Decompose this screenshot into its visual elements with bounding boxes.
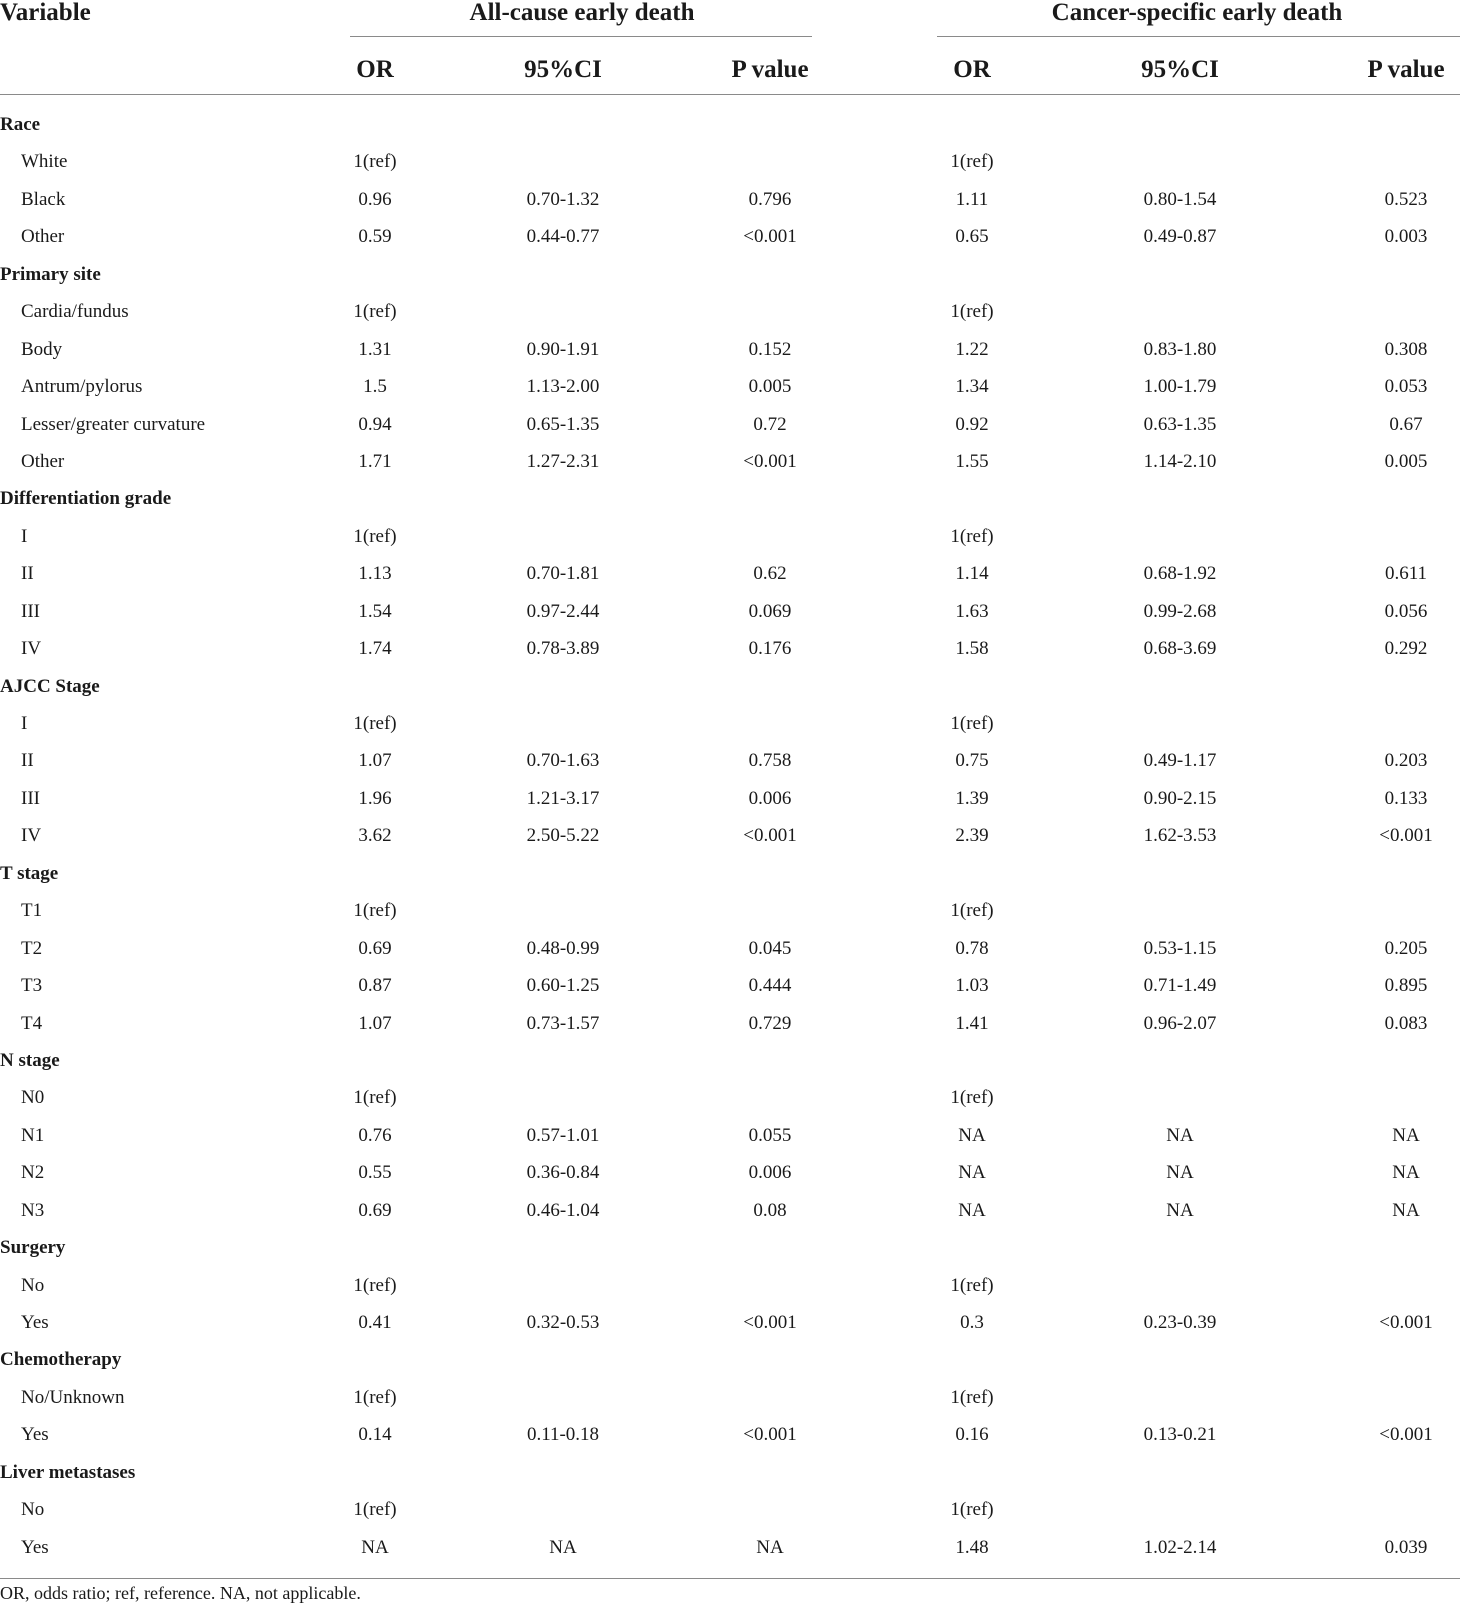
row-label: No xyxy=(21,1499,45,1521)
cell-or-all-cause: 0.55 xyxy=(358,1162,392,1184)
cell-ci-all-cause: 0.32-0.53 xyxy=(526,1312,600,1333)
header-group-all-cause: All-cause early death xyxy=(469,0,695,26)
cell-ci-cancer-specific: 0.49-0.87 xyxy=(1143,226,1217,248)
cell-p-cancer-specific: 0.203 xyxy=(1384,750,1428,772)
table-row xyxy=(0,143,1460,180)
cell-p-cancer-specific: 0.133 xyxy=(1384,787,1428,809)
row-label: Yes xyxy=(21,1312,49,1333)
cell-ci-all-cause: 0.65-1.35 xyxy=(526,413,600,435)
cell-or-cancer-specific: 1.48 xyxy=(955,1536,989,1558)
cell-ci-all-cause: 0.60-1.25 xyxy=(526,975,600,997)
cell-p-cancer-specific: 0.083 xyxy=(1384,1012,1428,1034)
table-row xyxy=(0,1005,1460,1042)
table-row xyxy=(0,293,1460,330)
group-label: AJCC Stage xyxy=(0,675,100,697)
cell-ci-cancer-specific: 1.62-3.53 xyxy=(1143,825,1217,847)
table-row xyxy=(0,742,1460,779)
group-label: T stage xyxy=(0,862,59,884)
cell-or-all-cause: 1(ref) xyxy=(353,301,397,323)
cell-p-all-cause: 0.152 xyxy=(748,338,792,360)
cell-or-cancer-specific: 2.39 xyxy=(955,825,989,847)
cell-or-cancer-specific: 0.92 xyxy=(955,413,989,435)
cell-or-cancer-specific: 1(ref) xyxy=(950,900,994,922)
cell-ci-cancer-specific: 0.23-0.39 xyxy=(1143,1312,1217,1333)
cell-p-all-cause: 0.444 xyxy=(748,975,792,997)
cell-or-cancer-specific: 1(ref) xyxy=(950,1499,994,1521)
cell-ci-all-cause: 0.46-1.04 xyxy=(526,1199,600,1221)
cell-p-cancer-specific: 0.005 xyxy=(1384,450,1428,472)
cell-or-cancer-specific: NA xyxy=(958,1124,986,1146)
header-p-cancer-specific: P value xyxy=(1367,56,1445,83)
cell-p-cancer-specific: <0.001 xyxy=(1379,825,1433,847)
cell-ci-cancer-specific: 1.14-2.10 xyxy=(1143,450,1217,472)
cell-p-cancer-specific: 0.895 xyxy=(1384,975,1428,997)
header-or-all-cause: OR xyxy=(356,56,394,83)
group-label: N stage xyxy=(0,1049,60,1071)
group-row xyxy=(0,1042,1460,1079)
row-label: White xyxy=(21,151,68,173)
cell-ci-cancer-specific: 0.53-1.15 xyxy=(1143,937,1217,959)
group-label: Liver metastases xyxy=(0,1461,136,1483)
table-body xyxy=(0,106,1460,1566)
header-p-all-cause: P value xyxy=(731,56,809,83)
row-label: N3 xyxy=(21,1199,45,1221)
cell-or-all-cause: 1(ref) xyxy=(353,1499,397,1521)
row-label: Yes xyxy=(21,1424,49,1446)
row-label: I xyxy=(21,525,28,547)
row-label: II xyxy=(21,563,34,585)
table-row xyxy=(0,967,1460,1004)
cell-ci-cancer-specific: 0.83-1.80 xyxy=(1143,338,1217,360)
group-row xyxy=(0,668,1460,705)
cell-p-all-cause: 0.758 xyxy=(748,750,792,772)
cell-p-cancer-specific: NA xyxy=(1392,1162,1420,1184)
row-label: Black xyxy=(21,188,66,210)
cell-ci-all-cause: 0.70-1.63 xyxy=(526,750,600,772)
cell-ci-all-cause: 1.27-2.31 xyxy=(526,450,600,472)
cell-or-all-cause: 1.96 xyxy=(358,787,392,809)
cell-or-all-cause: 0.76 xyxy=(358,1124,392,1146)
cell-or-all-cause: 1(ref) xyxy=(353,713,397,734)
table-row xyxy=(0,1491,1460,1528)
cell-p-all-cause: 0.729 xyxy=(748,1012,792,1034)
table-row xyxy=(0,518,1460,555)
row-label: N1 xyxy=(21,1124,45,1146)
header-variable: Variable xyxy=(0,0,91,26)
cell-or-cancer-specific: 1.11 xyxy=(955,188,989,210)
group-row xyxy=(0,855,1460,892)
group-underline-all-cause xyxy=(350,36,812,37)
cell-ci-cancer-specific: 0.68-1.92 xyxy=(1143,563,1217,585)
cell-ci-cancer-specific: 1.00-1.79 xyxy=(1143,376,1217,398)
cell-or-all-cause: 1(ref) xyxy=(353,900,397,922)
row-label: III xyxy=(21,787,40,809)
cell-p-all-cause: <0.001 xyxy=(743,825,797,847)
row-label: IV xyxy=(21,825,42,847)
group-label: Primary site xyxy=(0,263,101,285)
row-label: T1 xyxy=(21,900,43,922)
cell-ci-cancer-specific: 0.68-3.69 xyxy=(1143,638,1217,660)
cell-or-all-cause: 1.13 xyxy=(358,563,392,585)
cell-ci-all-cause: 0.70-1.81 xyxy=(526,563,600,585)
cell-or-all-cause: 0.94 xyxy=(358,413,392,435)
cell-or-all-cause: 1(ref) xyxy=(353,151,397,173)
cell-or-cancer-specific: 0.16 xyxy=(955,1424,989,1446)
table-row xyxy=(0,1079,1460,1116)
table-row xyxy=(0,817,1460,854)
cell-or-all-cause: 0.69 xyxy=(358,937,392,959)
cell-or-all-cause: NA xyxy=(361,1536,389,1558)
cell-or-all-cause: 1(ref) xyxy=(353,1386,397,1408)
cell-ci-all-cause: 1.21-3.17 xyxy=(526,787,600,809)
table-row xyxy=(0,406,1460,443)
cell-ci-all-cause: 0.57-1.01 xyxy=(526,1124,600,1146)
group-label: Chemotherapy xyxy=(0,1349,122,1371)
cell-p-all-cause: <0.001 xyxy=(743,226,797,248)
cell-ci-cancer-specific: NA xyxy=(1166,1199,1194,1221)
cell-p-cancer-specific: 0.053 xyxy=(1384,376,1428,398)
row-label: T3 xyxy=(21,975,43,997)
cell-or-cancer-specific: 1.03 xyxy=(955,975,989,997)
table-row xyxy=(0,331,1460,368)
row-label: Antrum/pylorus xyxy=(21,376,143,398)
row-label: Cardia/fundus xyxy=(21,301,129,323)
cell-or-cancer-specific: 0.3 xyxy=(960,1312,984,1333)
cell-ci-all-cause: NA xyxy=(549,1536,577,1558)
table-row xyxy=(0,181,1460,218)
cell-or-cancer-specific: 1.34 xyxy=(955,376,989,398)
cell-p-cancer-specific: NA xyxy=(1392,1199,1420,1221)
cell-p-cancer-specific: <0.001 xyxy=(1379,1312,1433,1333)
row-label: Lesser/greater curvature xyxy=(21,413,206,435)
group-row xyxy=(0,480,1460,517)
group-label: Surgery xyxy=(0,1237,66,1259)
table-row xyxy=(0,1416,1460,1453)
group-label: Differentiation grade xyxy=(0,488,172,510)
header-bottom-rule xyxy=(0,94,1460,95)
group-row xyxy=(0,1229,1460,1266)
row-label: Body xyxy=(21,338,63,360)
cell-p-all-cause: <0.001 xyxy=(743,1424,797,1446)
header-or-cancer-specific: OR xyxy=(953,56,991,83)
cell-or-cancer-specific: 1.55 xyxy=(955,450,989,472)
header-ci-cancer-specific: 95%CI xyxy=(1141,56,1219,83)
table-row xyxy=(0,1192,1460,1229)
cell-or-cancer-specific: 1(ref) xyxy=(950,151,994,173)
group-row xyxy=(0,1454,1460,1491)
cell-or-cancer-specific: NA xyxy=(958,1162,986,1184)
row-label: Yes xyxy=(21,1536,49,1558)
cell-or-cancer-specific: 0.65 xyxy=(955,226,989,248)
cell-p-all-cause: 0.055 xyxy=(748,1124,792,1146)
cell-ci-cancer-specific: 0.13-0.21 xyxy=(1143,1424,1217,1446)
cell-or-all-cause: 1.07 xyxy=(358,750,392,772)
cell-p-all-cause: 0.005 xyxy=(748,376,792,398)
cell-ci-cancer-specific: 0.90-2.15 xyxy=(1143,787,1217,809)
cell-or-cancer-specific: 1.14 xyxy=(955,563,989,585)
cell-or-cancer-specific: 1(ref) xyxy=(950,1386,994,1408)
table-row xyxy=(0,1154,1460,1191)
cell-or-cancer-specific: NA xyxy=(958,1199,986,1221)
table-row xyxy=(0,630,1460,667)
cell-or-all-cause: 0.87 xyxy=(358,975,392,997)
row-label: No/Unknown xyxy=(21,1386,125,1408)
cell-or-all-cause: 1.31 xyxy=(358,338,392,360)
cell-p-all-cause: 0.006 xyxy=(748,787,792,809)
group-label: Race xyxy=(0,114,41,135)
table-row xyxy=(0,1267,1460,1304)
row-label: N0 xyxy=(21,1087,45,1109)
cell-p-cancer-specific: <0.001 xyxy=(1379,1424,1433,1446)
cell-or-cancer-specific: 0.78 xyxy=(955,937,989,959)
cell-or-cancer-specific: 1.58 xyxy=(955,638,989,660)
group-row xyxy=(0,106,1460,143)
cell-p-cancer-specific: 0.039 xyxy=(1384,1536,1428,1558)
table-row xyxy=(0,1379,1460,1416)
cell-ci-cancer-specific: 0.99-2.68 xyxy=(1143,600,1217,622)
cell-p-all-cause: 0.62 xyxy=(753,563,787,585)
cell-p-all-cause: NA xyxy=(756,1536,784,1558)
cell-or-all-cause: 3.62 xyxy=(358,825,392,847)
row-label: T2 xyxy=(21,937,43,959)
cell-or-all-cause: 1.5 xyxy=(363,376,387,398)
cell-p-cancer-specific: NA xyxy=(1392,1124,1420,1146)
cell-or-cancer-specific: 1.63 xyxy=(955,600,989,622)
cell-p-all-cause: 0.006 xyxy=(748,1162,792,1184)
cell-or-cancer-specific: 1(ref) xyxy=(950,1274,994,1296)
cell-ci-cancer-specific: NA xyxy=(1166,1124,1194,1146)
cell-p-all-cause: 0.176 xyxy=(748,638,792,660)
cell-p-cancer-specific: 0.205 xyxy=(1384,937,1428,959)
row-label: T4 xyxy=(21,1012,43,1034)
table-bottom-rule xyxy=(0,1578,1460,1579)
group-row xyxy=(0,256,1460,293)
header-group-cancer-specific: Cancer-specific early death xyxy=(1051,0,1343,26)
cell-ci-cancer-specific: 0.71-1.49 xyxy=(1143,975,1217,997)
cell-ci-all-cause: 2.50-5.22 xyxy=(526,825,600,847)
cell-or-cancer-specific: 1(ref) xyxy=(950,525,994,547)
table-row xyxy=(0,1529,1460,1566)
cell-ci-cancer-specific: 1.02-2.14 xyxy=(1143,1536,1217,1558)
cell-or-all-cause: 0.41 xyxy=(358,1312,392,1333)
cell-ci-all-cause: 0.44-0.77 xyxy=(526,226,600,248)
row-label: N2 xyxy=(21,1162,45,1184)
cell-ci-all-cause: 1.13-2.00 xyxy=(526,376,600,398)
cell-p-all-cause: 0.08 xyxy=(753,1199,787,1221)
cell-or-all-cause: 0.14 xyxy=(358,1424,392,1446)
cell-or-all-cause: 1(ref) xyxy=(353,525,397,547)
row-label: IV xyxy=(21,638,42,660)
cell-ci-all-cause: 0.90-1.91 xyxy=(526,338,600,360)
table-row xyxy=(0,555,1460,592)
cell-ci-all-cause: 0.11-0.18 xyxy=(526,1424,600,1446)
cell-or-cancer-specific: 1(ref) xyxy=(950,301,994,323)
cell-p-all-cause: <0.001 xyxy=(743,450,797,472)
cell-p-cancer-specific: 0.523 xyxy=(1384,188,1428,210)
cell-or-all-cause: 1(ref) xyxy=(353,1274,397,1296)
cell-or-all-cause: 0.59 xyxy=(358,226,392,248)
table-row xyxy=(0,593,1460,630)
table-row xyxy=(0,1117,1460,1154)
table-row xyxy=(0,1304,1460,1341)
cell-p-all-cause: <0.001 xyxy=(743,1312,797,1333)
row-label: Other xyxy=(21,226,65,248)
cell-or-all-cause: 0.96 xyxy=(358,188,392,210)
cell-or-all-cause: 0.69 xyxy=(358,1199,392,1221)
cell-or-all-cause: 1.74 xyxy=(358,638,392,660)
cell-or-cancer-specific: 0.75 xyxy=(955,750,989,772)
group-row xyxy=(0,1341,1460,1378)
cell-or-cancer-specific: 1(ref) xyxy=(950,713,994,734)
cell-p-all-cause: 0.796 xyxy=(748,188,792,210)
cell-p-all-cause: 0.72 xyxy=(753,413,787,435)
cell-p-cancer-specific: 0.292 xyxy=(1384,638,1428,660)
cell-ci-all-cause: 0.36-0.84 xyxy=(526,1162,600,1184)
group-underline-cancer-specific xyxy=(937,36,1460,37)
cell-p-all-cause: 0.069 xyxy=(748,600,792,622)
cell-ci-cancer-specific: 0.63-1.35 xyxy=(1143,413,1217,435)
cell-p-all-cause: 0.045 xyxy=(748,937,792,959)
cell-ci-all-cause: 0.78-3.89 xyxy=(526,638,600,660)
table-row xyxy=(0,930,1460,967)
cell-p-cancer-specific: 0.67 xyxy=(1389,413,1423,435)
row-label: II xyxy=(21,750,34,772)
table-row xyxy=(0,780,1460,817)
cell-ci-cancer-specific: 0.80-1.54 xyxy=(1143,188,1217,210)
cell-or-cancer-specific: 1.41 xyxy=(955,1012,989,1034)
row-label: III xyxy=(21,600,40,622)
row-label: Other xyxy=(21,450,65,472)
row-label: No xyxy=(21,1274,45,1296)
cell-p-cancer-specific: 0.308 xyxy=(1384,338,1428,360)
cell-or-all-cause: 1.54 xyxy=(358,600,392,622)
cell-ci-cancer-specific: 0.49-1.17 xyxy=(1143,750,1217,772)
cell-p-cancer-specific: 0.056 xyxy=(1384,600,1428,622)
cell-ci-cancer-specific: NA xyxy=(1166,1162,1194,1184)
table-row xyxy=(0,705,1460,742)
cell-ci-cancer-specific: 0.96-2.07 xyxy=(1143,1012,1217,1034)
cell-or-cancer-specific: 1(ref) xyxy=(950,1087,994,1109)
table-row xyxy=(0,368,1460,405)
cell-or-all-cause: 1.07 xyxy=(358,1012,392,1034)
cell-ci-all-cause: 0.73-1.57 xyxy=(526,1012,600,1034)
footnote: OR, odds ratio; ref, reference. NA, not applicable. xyxy=(0,1583,361,1603)
cell-ci-all-cause: 0.70-1.32 xyxy=(526,188,600,210)
cell-or-cancer-specific: 1.39 xyxy=(955,787,989,809)
cell-or-all-cause: 1.71 xyxy=(358,450,392,472)
cell-or-cancer-specific: 1.22 xyxy=(955,338,989,360)
table-row xyxy=(0,892,1460,929)
row-label: I xyxy=(21,713,28,734)
cell-or-all-cause: 1(ref) xyxy=(353,1087,397,1109)
cell-ci-all-cause: 0.97-2.44 xyxy=(526,600,600,622)
cell-p-cancer-specific: 0.611 xyxy=(1384,563,1428,585)
table-row xyxy=(0,443,1460,480)
cell-ci-all-cause: 0.48-0.99 xyxy=(526,937,600,959)
cell-p-cancer-specific: 0.003 xyxy=(1384,226,1428,248)
table-row xyxy=(0,218,1460,255)
header-ci-all-cause: 95%CI xyxy=(524,56,602,83)
